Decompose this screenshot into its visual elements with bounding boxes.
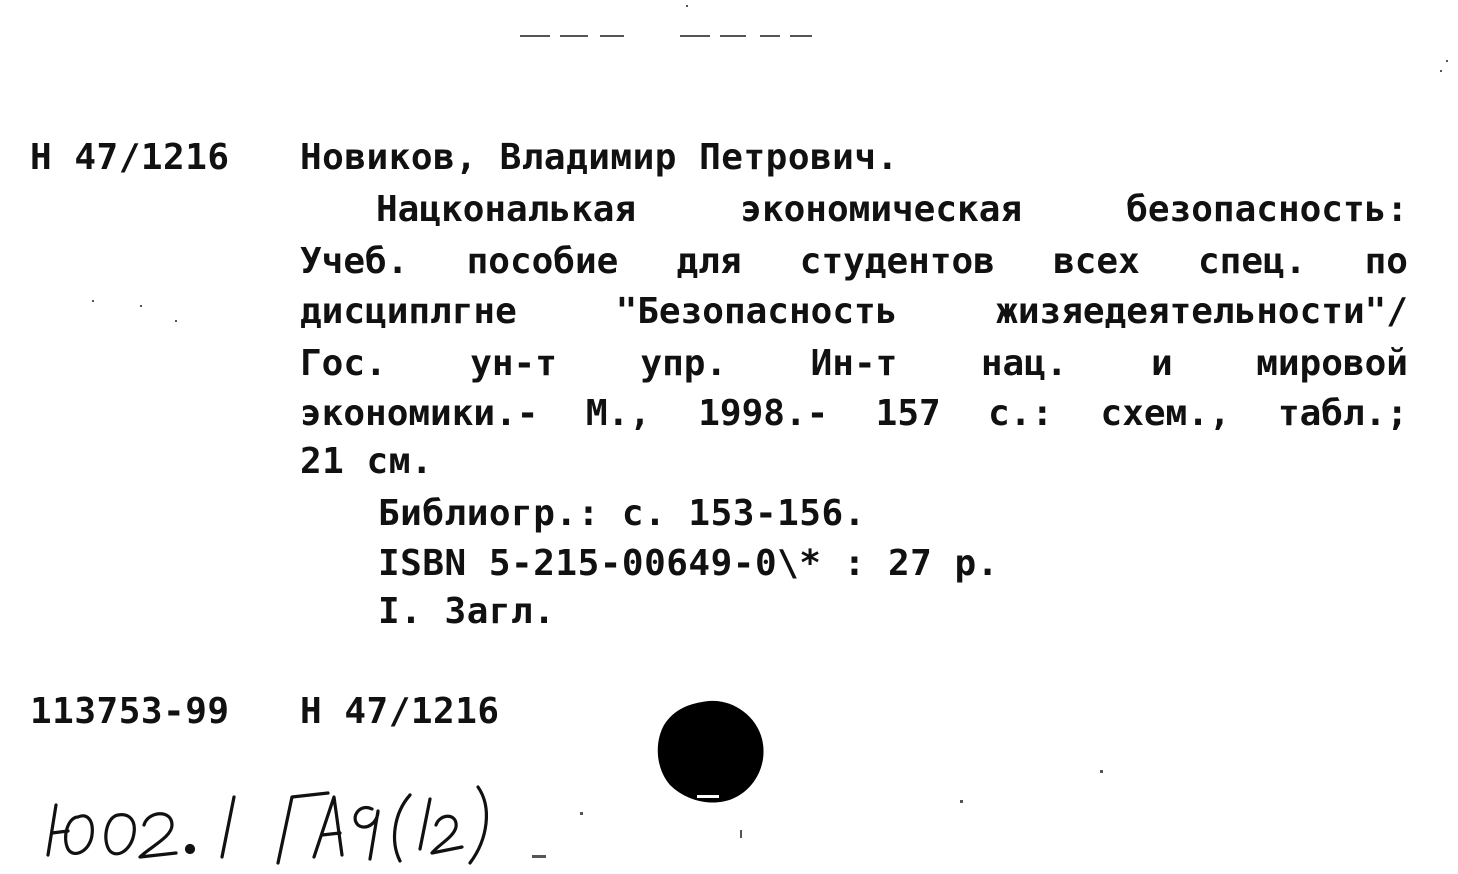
call-number-bottom: Н 47/1216: [300, 691, 500, 732]
title-word: безопасность:: [1126, 189, 1408, 230]
bibliography-note: Библиогр.: с. 153-156.: [378, 493, 866, 534]
title-word: 157: [875, 393, 941, 434]
title-word: "Безопасность: [615, 291, 898, 332]
size-line: 21 см.: [300, 441, 434, 482]
title-word: Ин-т: [810, 343, 898, 384]
tracing-heading: I. Загл.: [378, 591, 556, 632]
title-line-1: [376, 190, 1408, 230]
title-word: экономики.-: [300, 393, 539, 434]
title-line-2: [300, 242, 1408, 282]
title-word: и: [1151, 343, 1173, 384]
title-word: Нацкональкая: [376, 189, 637, 230]
call-number: Н 47/1216: [30, 137, 230, 178]
title-word: для: [676, 241, 742, 282]
author-heading: Новиков, Владимир Петрович.: [300, 137, 899, 178]
title-line-5: [300, 394, 1408, 434]
title-word: 1998.-: [698, 393, 829, 434]
title-line-3: [300, 292, 1408, 332]
title-word: студентов: [799, 241, 995, 282]
isbn-line: ISBN 5-215-00649-0\* : 27 р.: [378, 543, 999, 584]
title-word: с.:: [988, 393, 1054, 434]
title-word: упр.: [640, 343, 728, 384]
title-word: табл.;: [1277, 393, 1408, 434]
title-word: всех: [1053, 241, 1140, 282]
title-word: Гос.: [300, 343, 387, 384]
title-word: экономическая: [740, 189, 1023, 230]
title-word: М.,: [585, 393, 651, 434]
title-word: нац.: [980, 343, 1068, 384]
handwritten-shelf-mark: [38, 775, 518, 870]
title-word: по: [1364, 241, 1408, 282]
title-word: пособие: [466, 241, 619, 282]
accession-number: 113753-99: [30, 691, 230, 732]
title-word: мировой: [1256, 343, 1408, 384]
title-word: спец.: [1198, 241, 1307, 282]
punch-hole: [652, 697, 767, 805]
title-word: Учеб.: [300, 241, 409, 282]
title-word: ун-т: [470, 343, 557, 384]
title-word: жизяедеятельности"/: [996, 291, 1408, 332]
title-word: дисциплгне: [300, 291, 517, 332]
title-line-4: [300, 344, 1408, 384]
title-word: схем.,: [1100, 393, 1231, 434]
